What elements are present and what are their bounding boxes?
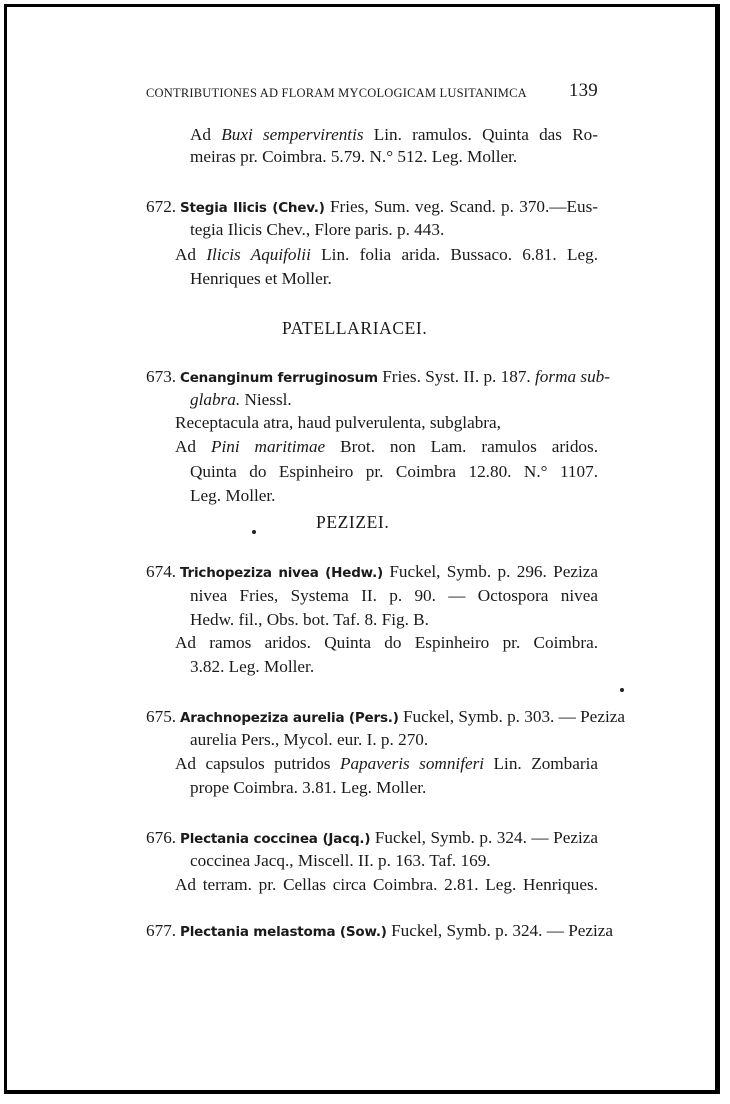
- entry-number: 676.: [146, 828, 177, 847]
- entry-674-line-1: 674. Trichopeziza nivea (Hedw.) Fuckel, Symb. p. 296. Peziza: [146, 562, 598, 581]
- species-name: Plectania coccinea (Jacq.): [180, 831, 371, 847]
- entry-673-line-5: Quinta do Espinheiro pr. Coimbra 12.80. N.° 1107.: [190, 462, 598, 481]
- running-title: CONTRIBUTIONES AD FLORAM MYCOLOGICAM LUSITANIMCA: [146, 86, 527, 100]
- entry-675-line-2: aurelia Pers., Mycol. eur. I. p. 270.: [190, 730, 429, 749]
- page-number: 139: [568, 80, 598, 101]
- entry-673-line-4: Ad Pini maritimae Brot. non Lam. ramulos aridos.: [175, 437, 598, 456]
- entry-number: 674.: [146, 562, 177, 581]
- species-name: Arachnopeziza aurelia (Pers.): [180, 710, 399, 726]
- ink-speck: [620, 688, 624, 692]
- entry-675-line-3: Ad capsulos putridos Papaveris somniferi Lin. Zombaria: [175, 754, 599, 773]
- entry-671-line-1: Ad Buxi sempervirentis Lin. ramulos. Quinta das Ro-: [190, 125, 599, 144]
- species-name: Stegia Ilicis (Chev.): [180, 200, 325, 216]
- entry-676-line-3: Ad terram. pr. Cellas circa Coimbra. 2.81. Leg. Henriques.: [175, 875, 598, 894]
- ink-speck: [252, 530, 256, 534]
- entry-675-line-1: 675. Arachnopeziza aurelia (Pers.) Fuckel, Symb. p. 303. — Peziza: [146, 707, 625, 726]
- entry-672-line-4: Henriques et Moller.: [190, 269, 332, 288]
- entry-674-line-5: 3.82. Leg. Moller.: [190, 657, 315, 676]
- entry-674-line-4: Ad ramos aridos. Quinta do Espinheiro pr. Coimbra.: [175, 633, 598, 652]
- species-name: Cenanginum ferruginosum: [180, 370, 378, 386]
- entry-673-line-2: glabra. Niessl.: [190, 390, 292, 409]
- entry-674-line-2: nivea Fries, Systema II. p. 90. — Octospora nivea: [190, 586, 598, 605]
- entry-676-line-1: 676. Plectania coccinea (Jacq.) Fuckel, Symb. p. 324. — Peziza: [146, 828, 598, 847]
- entry-674-line-3: Hedw. fil., Obs. bot. Taf. 8. Fig. B.: [190, 610, 429, 629]
- entry-672-line-1: 672. Stegia Ilicis (Chev.) Fries, Sum. veg. Scand. p. 370.—Eus-: [146, 197, 598, 216]
- entry-number: 677.: [146, 921, 177, 940]
- entry-673-line-3: Receptacula atra, haud pulverulenta, subglabra,: [175, 413, 501, 432]
- entry-number: 673.: [146, 367, 177, 386]
- entry-672-line-3: Ad Ilicis Aquifolii Lin. folia arida. Bussaco. 6.81. Leg.: [175, 245, 598, 264]
- section-heading-patellariacei: PATELLARIACEI.: [282, 318, 428, 338]
- entry-673-line-1: 673. Cenanginum ferruginosum Fries. Syst. II. p. 187. forma sub-: [146, 367, 610, 386]
- running-header: [146, 80, 598, 101]
- entry-675-line-4: prope Coimbra. 3.81. Leg. Moller.: [190, 778, 427, 797]
- entry-677-line-1: 677. Plectania melastoma (Sow.) Fuckel, Symb. p. 324. — Peziza: [146, 921, 614, 940]
- species-name: Trichopeziza nivea (Hedw.): [180, 565, 383, 581]
- entry-number: 675.: [146, 707, 177, 726]
- entry-676-line-2: coccinea Jacq., Miscell. II. p. 163. Taf. 169.: [190, 851, 491, 870]
- entry-673-line-6: Leg. Moller.: [190, 486, 276, 505]
- entry-672-line-2: tegia Ilicis Chev., Flore paris. p. 443.: [190, 220, 445, 239]
- species-name: Plectania melastoma (Sow.): [180, 924, 387, 940]
- entry-number: 672.: [146, 197, 177, 216]
- section-heading-pezizei: PEZIZEI.: [316, 512, 390, 532]
- entry-671-line-2: meiras pr. Coimbra. 5.79. N.° 512. Leg. Moller.: [190, 147, 518, 166]
